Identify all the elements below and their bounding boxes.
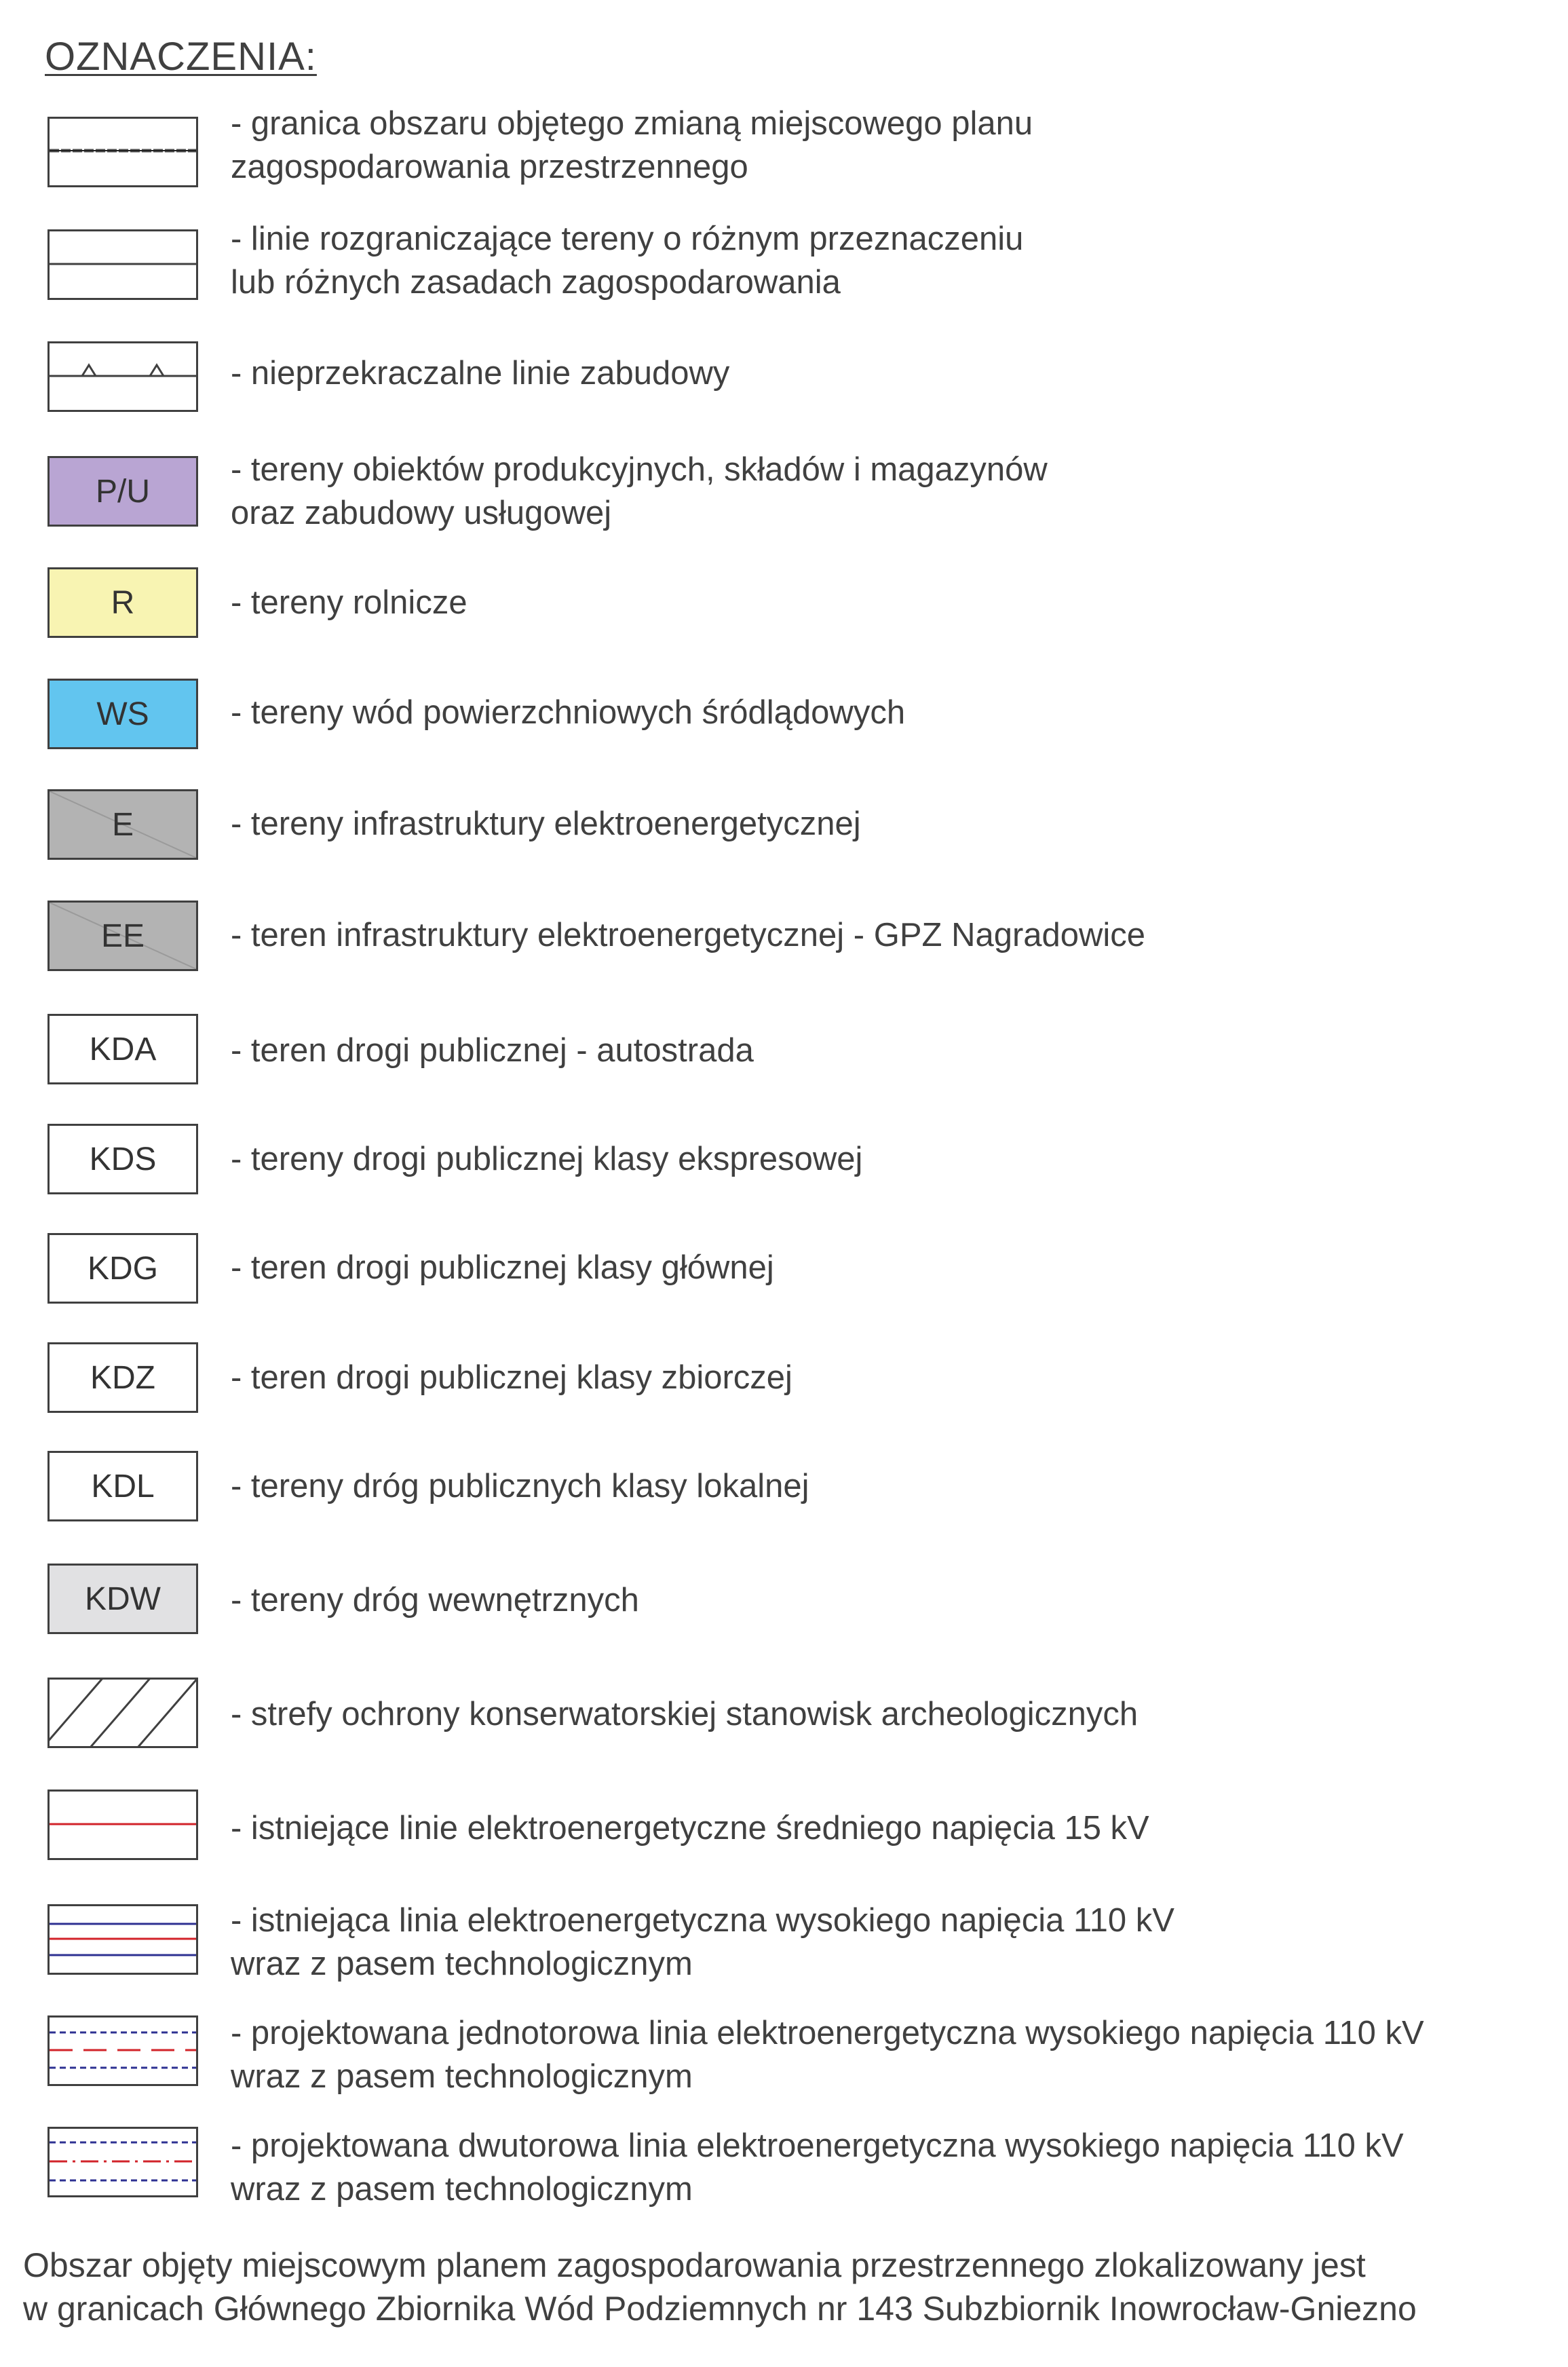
legend-code: P/U xyxy=(95,473,150,510)
footer-line-2: w granicach Głównego Zbiornika Wód Podziemnych nr 143 Subzbiornik Inowrocław-Gniezno xyxy=(23,2290,1417,2328)
legend-symbol-kds xyxy=(47,1124,198,1194)
legend-description-e xyxy=(231,802,861,846)
legend-description-line: - nieprzekraczalne linie zabudowy xyxy=(231,355,730,392)
legend-description-line: - projektowana jednotorowa linia elektroenergetyczna wysokiego napięcia 110 kV xyxy=(231,2015,1424,2051)
legend-symbol-ee xyxy=(47,901,198,971)
legend-description-line: - strefy ochrony konserwatorskiej stanowisk archeologicznych xyxy=(231,1696,1139,1732)
legend-description-plan-boundary xyxy=(231,102,1033,189)
legend-description-line: zagospodarowania przestrzennego xyxy=(231,149,748,185)
legend-description-line: - tereny wód powierzchniowych śródlądowych xyxy=(231,694,906,731)
legend-description-line: - istniejąca linia elektroenergetyczna wysokiego napięcia 110 kV xyxy=(231,1902,1174,1939)
legend-symbol-line-110kv-double xyxy=(47,2127,198,2197)
legend-symbol-pu xyxy=(47,456,198,527)
legend-symbol-r xyxy=(47,567,198,638)
legend-description-ws xyxy=(231,691,905,734)
legend-symbol-line-110kv-existing xyxy=(47,1904,198,1975)
legend-description-building-lines xyxy=(231,352,729,395)
legend-description-line: - teren drogi publicznej - autostrada xyxy=(231,1032,754,1069)
legend-description-line: wraz z pasem technologicznym xyxy=(231,1946,693,1982)
legend-description-kdg xyxy=(231,1246,774,1289)
legend-description-line: oraz zabudowy usługowej xyxy=(231,495,612,531)
legend-description-line: - teren drogi publicznej klasy głównej xyxy=(231,1249,774,1286)
legend-description-line: - tereny obiektów produkcyjnych, składów i magazynów xyxy=(231,451,1048,488)
legend-symbol-kdw xyxy=(47,1564,198,1634)
legend-description-line: wraz z pasem technologicznym xyxy=(231,2058,693,2095)
legend-description-line-110kv-existing xyxy=(231,1899,1174,1986)
legend-symbol-kdz xyxy=(47,1342,198,1413)
legend-description-line: - granica obszaru objętego zmianą miejscowego planu xyxy=(231,105,1033,142)
legend-description-line: - projektowana dwutorowa linia elektroenergetyczna wysokiego napięcia 110 kV xyxy=(231,2127,1404,2164)
legend-symbol-e xyxy=(47,789,198,860)
legend-description-kdw xyxy=(231,1578,639,1622)
legend-code: KDZ xyxy=(90,1359,155,1396)
legend-code: KDS xyxy=(89,1141,157,1177)
legend-description-archaeology-zone xyxy=(231,1692,1138,1736)
legend-symbol-kdl xyxy=(47,1451,198,1521)
footer-line-1: Obszar objęty miejscowym planem zagospodarowania przestrzennego zlokalizowany jest xyxy=(23,2246,1366,2284)
legend-description-line: - teren drogi publicznej klasy zbiorczej xyxy=(231,1359,792,1396)
legend-symbol-kda xyxy=(47,1014,198,1084)
legend-code: KDG xyxy=(87,1250,158,1287)
legend-symbol-plan-boundary xyxy=(47,117,198,187)
legend-description-pu xyxy=(231,448,1048,535)
legend-description-line: lub różnych zasadach zagospodarowania xyxy=(231,264,841,301)
legend-description-line: - istniejące linie elektroenergetyczne średniego napięcia 15 kV xyxy=(231,1810,1149,1847)
legend-symbol-line-15kv xyxy=(47,1790,198,1860)
legend-description-line-15kv xyxy=(231,1806,1149,1850)
legend-description-line-110kv-double xyxy=(231,2124,1404,2211)
legend-description-line: - teren infrastruktury elektroenergetycznej - GPZ Nagradowice xyxy=(231,917,1146,953)
legend-code: KDA xyxy=(89,1031,157,1067)
legend-description-line: - linie rozgraniczające tereny o różnym przeznaczeniu xyxy=(231,221,1024,257)
legend-code: E xyxy=(111,806,134,843)
footer-note xyxy=(23,2243,1417,2330)
legend-description-line: - tereny rolnicze xyxy=(231,584,467,621)
legend-symbol-kdg xyxy=(47,1233,198,1304)
legend-description-kds xyxy=(231,1137,862,1181)
legend-symbol-archaeology-zone xyxy=(47,1678,198,1748)
legend-code: R xyxy=(111,584,135,621)
legend-code: KDL xyxy=(91,1468,155,1504)
legend-description-line: - tereny infrastruktury elektroenergetycznej xyxy=(231,806,861,842)
legend-description-kdz xyxy=(231,1356,792,1399)
legend-description-line-110kv-single xyxy=(231,2011,1424,2098)
legend-heading: OZNACZENIA: xyxy=(45,35,317,79)
legend-description-line: - tereny dróg publicznych klasy lokalnej xyxy=(231,1468,809,1504)
legend-code: KDW xyxy=(85,1580,161,1617)
legend-description-line: - tereny drogi publicznej klasy ekspresowej xyxy=(231,1141,863,1177)
legend-description-line: wraz z pasem technologicznym xyxy=(231,2171,693,2208)
legend-description-ee xyxy=(231,913,1145,957)
legend-description-r xyxy=(231,581,467,624)
legend-symbol-building-lines xyxy=(47,341,198,412)
legend-description-dividing-lines xyxy=(231,217,1023,304)
legend-description-kdl xyxy=(231,1464,809,1508)
legend-description-line: - tereny dróg wewnętrznych xyxy=(231,1582,639,1618)
legend-symbol-dividing-lines xyxy=(47,229,198,300)
legend-description-kda xyxy=(231,1029,754,1072)
legend-code: EE xyxy=(100,917,145,954)
legend-symbol-ws xyxy=(47,679,198,749)
legend-code: WS xyxy=(96,696,149,732)
legend-symbol-line-110kv-single xyxy=(47,2015,198,2086)
